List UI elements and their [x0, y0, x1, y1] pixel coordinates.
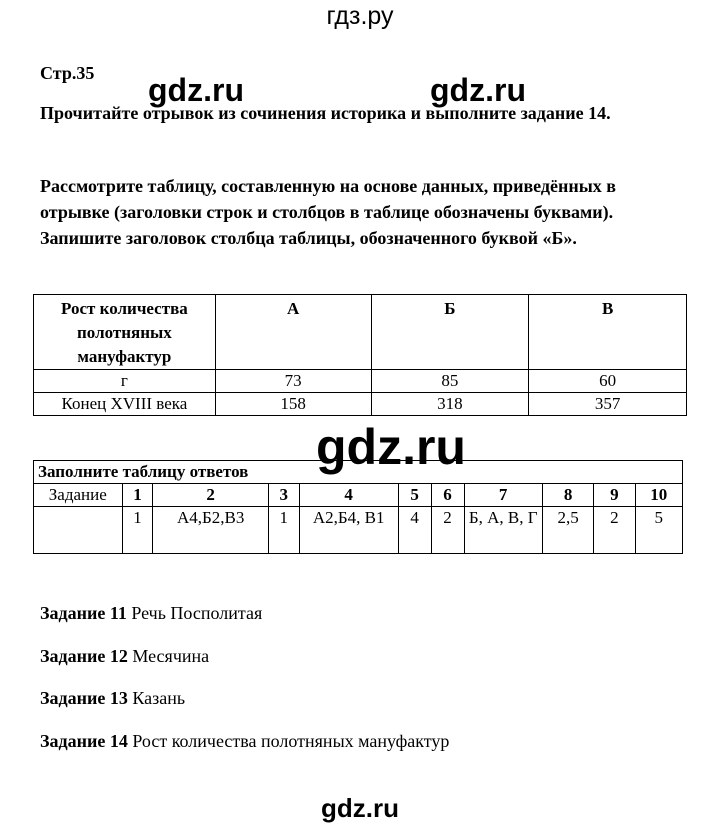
- answer-label: Задание 14: [40, 731, 128, 751]
- task-number: 10: [635, 484, 682, 507]
- answer-line: [40, 603, 262, 624]
- answer-table: [33, 460, 683, 554]
- row-label: Конец XVIII века: [34, 393, 216, 416]
- answer-label: Задание 12: [40, 646, 128, 666]
- task-number: 5: [398, 484, 431, 507]
- task-answer: А2,Б4, В1: [299, 507, 398, 554]
- task-number: 8: [542, 484, 594, 507]
- answer-label: Задание 11: [40, 603, 127, 623]
- data-table: [33, 294, 687, 416]
- task-number: 1: [122, 484, 153, 507]
- data-table-col-header: А: [215, 295, 371, 370]
- answer-row-label: Задание: [34, 484, 123, 507]
- table-row: [34, 370, 687, 393]
- answer-text: Речь Посполитая: [131, 603, 263, 623]
- data-table-header-row: [34, 295, 687, 370]
- table-cell: 85: [371, 370, 529, 393]
- task-number: 2: [153, 484, 268, 507]
- answer-text: Казань: [132, 688, 186, 708]
- task-number: 7: [464, 484, 542, 507]
- answer-label: Задание 13: [40, 688, 128, 708]
- data-table-col-header: Б: [371, 295, 529, 370]
- task-answer: 2: [594, 507, 635, 554]
- task-answer: 2: [431, 507, 464, 554]
- answer-table-number-row: [34, 484, 683, 507]
- table-cell: 357: [529, 393, 687, 416]
- watermark-top-right: gdz.ru: [430, 72, 526, 108]
- task-answer: 2,5: [542, 507, 594, 554]
- answer-line: [40, 731, 449, 752]
- watermark-top-left: gdz.ru: [148, 72, 244, 108]
- table-cell: 60: [529, 370, 687, 393]
- task-number: 4: [299, 484, 398, 507]
- task-answer: 5: [635, 507, 682, 554]
- task-answer: 1: [122, 507, 153, 554]
- task-number: 3: [268, 484, 299, 507]
- answer-text: Месячина: [132, 646, 210, 666]
- data-table-corner: Рост количества полотняных мануфактур: [34, 295, 216, 370]
- watermark-middle: gdz.ru: [316, 419, 466, 475]
- instruction-excerpt: Прочитайте отрывок из сочинения историка и выполните задание 14.: [40, 103, 611, 123]
- task-number: 6: [431, 484, 464, 507]
- task-answer: 4: [398, 507, 431, 554]
- task-answer: 1: [268, 507, 299, 554]
- answer-table-title: Заполните таблицу ответов: [34, 461, 683, 484]
- site-header: гдз.ру: [326, 2, 394, 30]
- answer-text: Рост количества полотняных мануфактур: [132, 731, 450, 751]
- answer-line: [40, 646, 209, 667]
- watermark-bottom: gdz.ru: [321, 793, 399, 823]
- task-answer: Б, А, В, Г: [464, 507, 542, 554]
- table-cell: 318: [371, 393, 529, 416]
- instruction-table: Рассмотрите таблицу, составленную на основе данных, приведённых в отрывке (заголовки строк и столбцов в таблице обозначены буквами). Запишите заголовок столбца таблицы, обозначенного буквой «Б».: [40, 176, 617, 248]
- task-number: 9: [594, 484, 635, 507]
- answer-table-title-row: [34, 461, 683, 484]
- table-cell: 158: [215, 393, 371, 416]
- data-table-col-header: В: [529, 295, 687, 370]
- page-label: Стр.35: [40, 63, 95, 83]
- table-cell: 73: [215, 370, 371, 393]
- table-row: [34, 393, 687, 416]
- answer-line: [40, 688, 185, 709]
- task-answer: А4,Б2,В3: [153, 507, 268, 554]
- answer-row-blank: [34, 507, 123, 554]
- row-label: г: [34, 370, 216, 393]
- answer-table-answer-row: [34, 507, 683, 554]
